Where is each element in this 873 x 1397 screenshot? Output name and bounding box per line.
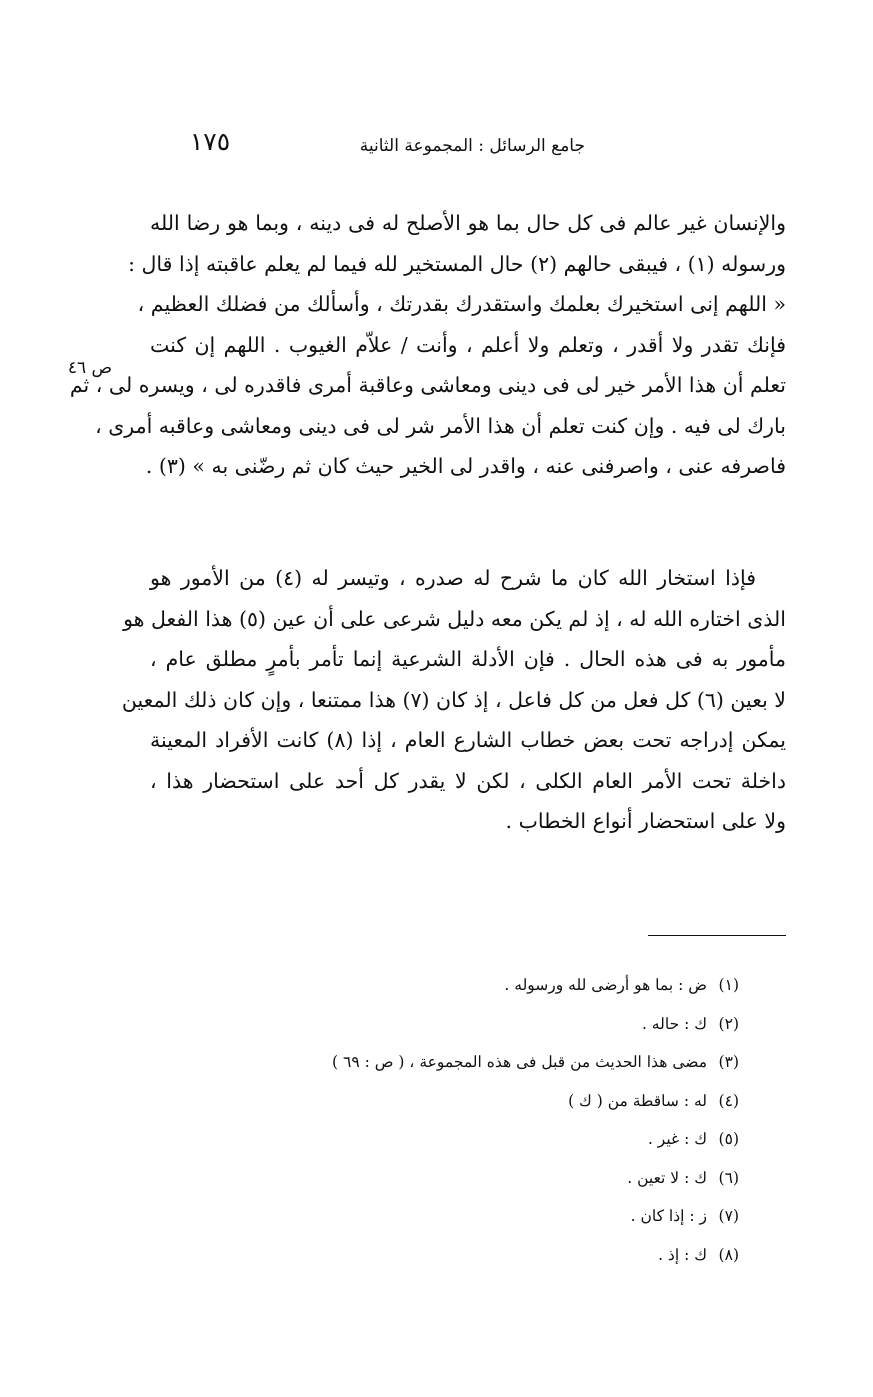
text-line: « اللهم إنى استخيرك بعلمك واستقدرك بقدرتك ، وأسألك من فضلك العظيم ، xyxy=(137,292,786,316)
text-line: فإذا استخار الله كان ما شرح له صدره ، وتيسر له (٤) من الأمور هو xyxy=(150,566,756,590)
footnote-text: له : ساقطة من ( ك ) xyxy=(568,1091,707,1110)
text-line: فإنك تقدر ولا أقدر ، وتعلم ولا أعلم ، وأنت / علاّم الغيوب . اللهم إن كنت xyxy=(150,332,786,357)
footnote-text: ك : غير . xyxy=(647,1130,707,1148)
footnote-text: ز : إذا كان . xyxy=(630,1207,707,1225)
text-line: يمكن إدراجه تحت بعض خطاب الشارع العام ، إذا (٨) كانت الأفراد المعينة xyxy=(150,728,786,752)
text-line: فاصرفه عنى ، واصرفنى عنه ، واقدر لى الخير حيث كان ثم رضّنى به » (٣) . xyxy=(145,454,786,478)
text-line: لا بعين (٦) كل فعل من كل فاعل ، إذ كان (٧) هذا ممتنعا ، وإن كان ذلك المعين xyxy=(121,687,786,712)
text-line: ورسوله (١) ، فيبقى حالهم (٢) حال المستخير لله فيما لم يعلم عاقبته إذا قال : xyxy=(128,251,786,276)
footnote-number: (٤) xyxy=(718,1091,739,1110)
text-line: داخلة تحت الأمر العام الكلى ، لكن لا يقدر كل أحد على استحضار هذا ، xyxy=(150,768,786,793)
footnote-item xyxy=(289,1005,739,1044)
text-line: بارك لى فيه . وإن كنت تعلم أن هذا الأمر شر لى فى دينى ومعاشى وعاقبه أمرى ، xyxy=(95,413,786,438)
footnote-text: ك : إذ . xyxy=(658,1245,707,1264)
text-line: مأمور به فى هذه الحال . فإن الأدلة الشرعية إنما تأمر بأمرٍ مطلق عام ، xyxy=(150,647,786,671)
footnote-text: ك : لا تعين . xyxy=(627,1168,707,1187)
footnote-item xyxy=(289,1197,739,1236)
footnote-number: (١) xyxy=(718,976,739,994)
footnote-item xyxy=(289,1159,739,1198)
footnote-item xyxy=(289,966,739,1005)
text-line: ولا على استحضار أنواع الخطاب . xyxy=(505,809,786,833)
footnote-item xyxy=(289,1082,739,1121)
footnote-number: (٣) xyxy=(718,1053,739,1071)
footnote-item xyxy=(289,1043,739,1082)
text-line: تعلم أن هذا الأمر خير لى فى دينى ومعاشى وعاقبة أمرى فاقدره لى ، ويسره لى ، ثم xyxy=(69,373,786,397)
running-header-title: جامع الرسائل : المجموعة الثانية xyxy=(359,136,585,156)
footnote-item xyxy=(289,1236,739,1275)
text-line: الذى اختاره الله له ، إذ لم يكن معه دليل شرعى على أن عين (٥) هذا الفعل هو xyxy=(123,606,786,631)
page-number: ١٧٥ xyxy=(189,127,231,156)
footnote-number: (٥) xyxy=(718,1130,739,1148)
text-line: والإنسان غير عالم فى كل حال بما هو الأصلح له فى دينه ، وبما هو رضا الله xyxy=(150,211,786,235)
footnote-number: (٧) xyxy=(718,1207,739,1225)
footnote-item xyxy=(289,1120,739,1159)
paragraph-2 xyxy=(121,558,786,842)
footnote-text: ك : حاله . xyxy=(641,1014,707,1033)
footnote-separator xyxy=(648,935,786,936)
footnote-text: مضى هذا الحديث من قبل فى هذه المجموعة ، ( ص : ٦٩ ) xyxy=(332,1053,707,1071)
margin-page-reference: ص ٤٦ xyxy=(67,358,113,378)
footnote-number: (٦) xyxy=(718,1168,739,1187)
footnote-text: ض : بما هو أرضى لله ورسوله . xyxy=(504,976,707,994)
footnotes xyxy=(289,966,739,1274)
footnote-number: (٨) xyxy=(718,1245,739,1264)
footnote-number: (٢) xyxy=(718,1014,739,1033)
